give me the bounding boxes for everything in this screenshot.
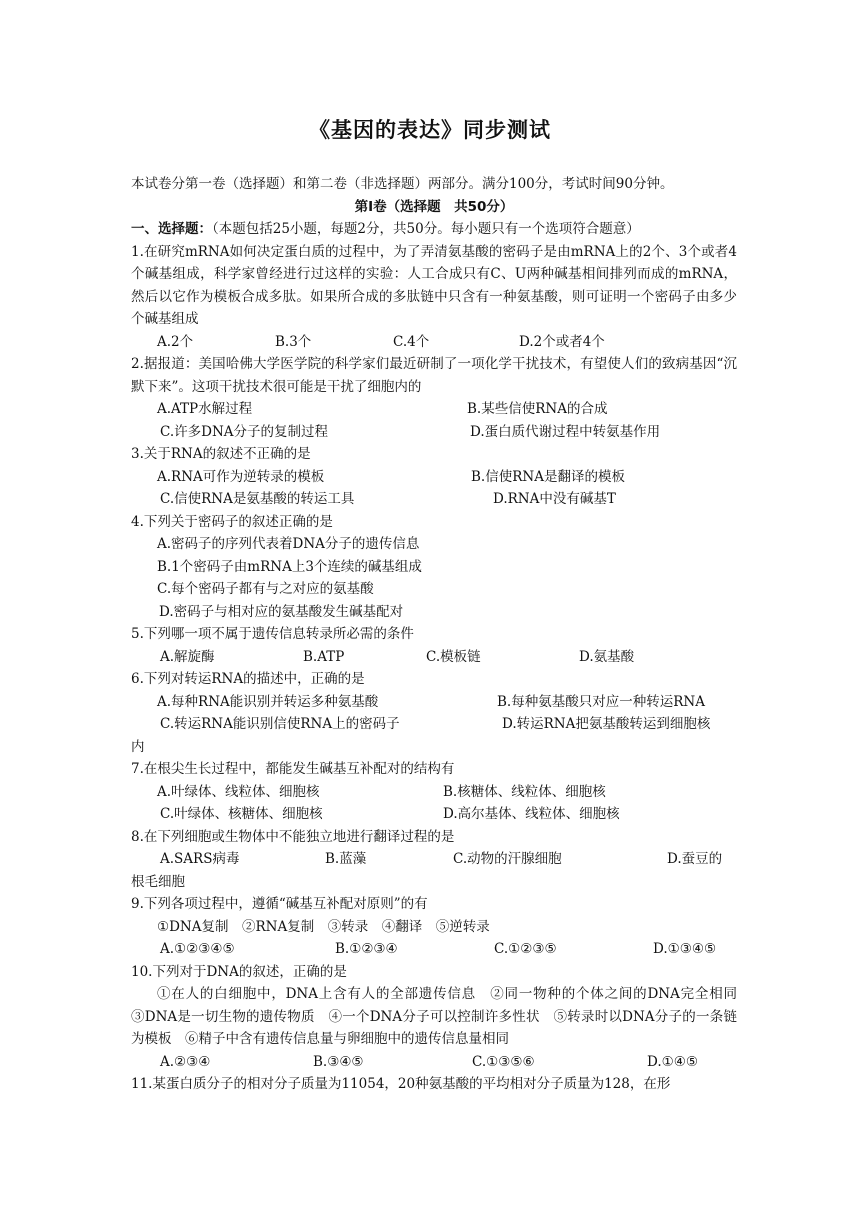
question-7-options-ab	[131, 781, 737, 804]
option-c: C.许多DNA分子的复制过程	[160, 423, 329, 440]
option-c: C.信使RNA是氨基酸的转运工具	[160, 491, 355, 507]
question-10-items: ①在人的白细胞中，DNA上含有人的全部遗传信息 ②同一物种的个体之间的DNA完全相同 ③DNA是一切生物的遗传物质 ④一个DNA分子可以控制许多性状 ⑤转录时以DNA分子的一条链为模板 ⑥精子中含有遗传信息量与卵细胞中的遗传信息量相同	[131, 986, 751, 1047]
question-10-stem: 10.下列对于DNA的叙述，正确的是	[131, 963, 347, 980]
question-3-options-cd	[131, 488, 737, 511]
question-6-stem: 6.下列对转运RNA的描述中，正确的是	[131, 671, 365, 687]
option-c: C.转运RNA能识别信使RNA上的密码子	[160, 716, 400, 732]
option-a: A.SARS病毒	[160, 851, 240, 867]
section-heading	[131, 218, 737, 241]
option-a: A.解旋酶	[160, 648, 215, 665]
option-d: D.转运RNA把氨基酸转运到细胞核	[502, 716, 711, 732]
question-9-options	[131, 938, 737, 961]
document-title: 《基因的表达》同步测试	[309, 118, 551, 142]
option-c: C.叶绿体、核糖体、细胞核	[160, 806, 323, 822]
option-b: B.ATP	[303, 648, 345, 665]
option-b: B.信使RNA是翻译的模板	[471, 468, 625, 485]
option-c: C.①③⑤⑥	[472, 1053, 535, 1070]
question-9-items: ①DNA复制 ②RNA复制 ③转录 ④翻译 ⑤逆转录	[157, 918, 490, 935]
question-3-stem: 3.关于RNA的叙述不正确的是	[131, 446, 311, 462]
option-d: D.密码子与相对应的氨基酸发生碱基配对	[159, 603, 404, 620]
option-d: D.2个或者4个	[519, 333, 605, 350]
option-c: C.每个密码子都有与之对应的氨基酸	[157, 581, 374, 597]
option-b: B.①②③④	[335, 941, 398, 957]
option-a: A.每种RNA能识别并转运多种氨基酸	[157, 693, 379, 710]
option-c: C.模板链	[426, 648, 481, 665]
question-4-stem: 4.下列关于密码子的叙述正确的是	[131, 513, 333, 530]
question-1-options	[131, 331, 737, 354]
question-5-stem: 5.下列哪一项不属于遗传信息转录所必需的条件	[131, 626, 414, 642]
option-b: B.蓝藻	[325, 851, 367, 867]
option-d: D.高尔基体、线粒体、细胞核	[443, 806, 620, 822]
question-2-options-ab	[131, 398, 737, 421]
question-9-stem: 9.下列各项过程中，遵循“碱基互补配对原则”的有	[131, 896, 428, 912]
question-7-options-cd	[131, 803, 737, 826]
option-d: D.氨基酸	[579, 648, 635, 665]
option-b: B.某些信使RNA的合成	[467, 401, 608, 417]
question-10-options	[131, 1051, 737, 1074]
question-8-options	[131, 848, 737, 871]
document-body	[131, 173, 751, 1096]
option-a: A.②③④	[160, 1053, 211, 1070]
option-d: D.蛋白质代谢过程中转氨基作用	[470, 423, 661, 440]
option-d: D.①③④⑤	[653, 941, 717, 957]
question-11-stem: 11.某蛋白质分子的相对分子质量为11054，20种氨基酸的平均相对分子质量为128，在形	[131, 1076, 671, 1092]
option-c: C.4个	[393, 333, 430, 350]
question-8-stem: 8.在下列细胞或生物体中不能独立地进行翻译过程的是	[131, 828, 455, 845]
option-c: C.①②③⑤	[494, 941, 557, 957]
option-d-continuation: 根毛细胞	[131, 873, 185, 890]
option-a: A.2个	[157, 333, 194, 350]
part-heading: 第Ⅰ卷（选择题 共50分）	[354, 198, 514, 215]
question-2-options-cd	[131, 421, 737, 444]
question-3-options-ab	[131, 466, 737, 489]
option-b: B.1个密码子由mRNA上3个连续的碱基组成	[157, 558, 422, 575]
section-note: （本题包括25小题，每题2分，共50分。每小题只有一个选项符合题意）	[212, 221, 640, 237]
question-6-options-ab	[131, 691, 737, 714]
option-b: B.核糖体、线粒体、细胞核	[443, 783, 606, 800]
question-6-options-cd	[131, 713, 737, 736]
option-b: B.③④⑤	[313, 1053, 364, 1070]
exam-intro: 本试卷分第一卷（选择题）和第二卷（非选择题）两部分。满分100分，考试时间90分钟。	[131, 176, 674, 192]
option-c: C.动物的汗腺细胞	[453, 851, 562, 867]
option-b: B.3个	[275, 333, 312, 350]
option-a: A.叶绿体、线粒体、细胞核	[157, 783, 320, 800]
question-7-stem: 7.在根尖生长过程中，都能发生碱基互补配对的结构有	[131, 761, 455, 777]
option-a: A.RNA可作为逆转录的模板	[157, 468, 325, 485]
section-title: 一、选择题：	[131, 221, 212, 237]
option-d-continuation: 内	[131, 738, 145, 755]
option-a: A.密码子的序列代表着DNA分子的遗传信息	[157, 536, 420, 552]
option-d: D.RNA中没有碱基T	[493, 491, 616, 507]
option-d: D.蚕豆的	[667, 851, 723, 867]
option-b: B.每种氨基酸只对应一种转运RNA	[497, 693, 705, 710]
option-a: A.①②③④⑤	[160, 941, 235, 957]
option-d: D.①④⑤	[647, 1053, 698, 1070]
question-2-stem: 2.据报道：美国哈佛大学医学院的科学家们最近研制了一项化学干扰技术，有望使人们的致病基因“沉默下来”。这项干扰技术很可能是干扰了细胞内的	[131, 356, 737, 395]
question-1-stem: 1.在研究mRNA如何决定蛋白质的过程中，为了弄清氨基酸的密码子是由mRNA上的2个、3个或者4个碱基组成，科学家曾经进行过这样的实验：人工合成只有C、U两种碱基相间排列而成的mRNA，然后以它作为模板合成多肽。如果所合成的多肽链中只含有一种氨基酸，则可证明一个密码子由多少个碱基组成	[131, 243, 737, 327]
option-a: A.ATP水解过程	[157, 401, 253, 417]
question-5-options	[131, 646, 737, 669]
